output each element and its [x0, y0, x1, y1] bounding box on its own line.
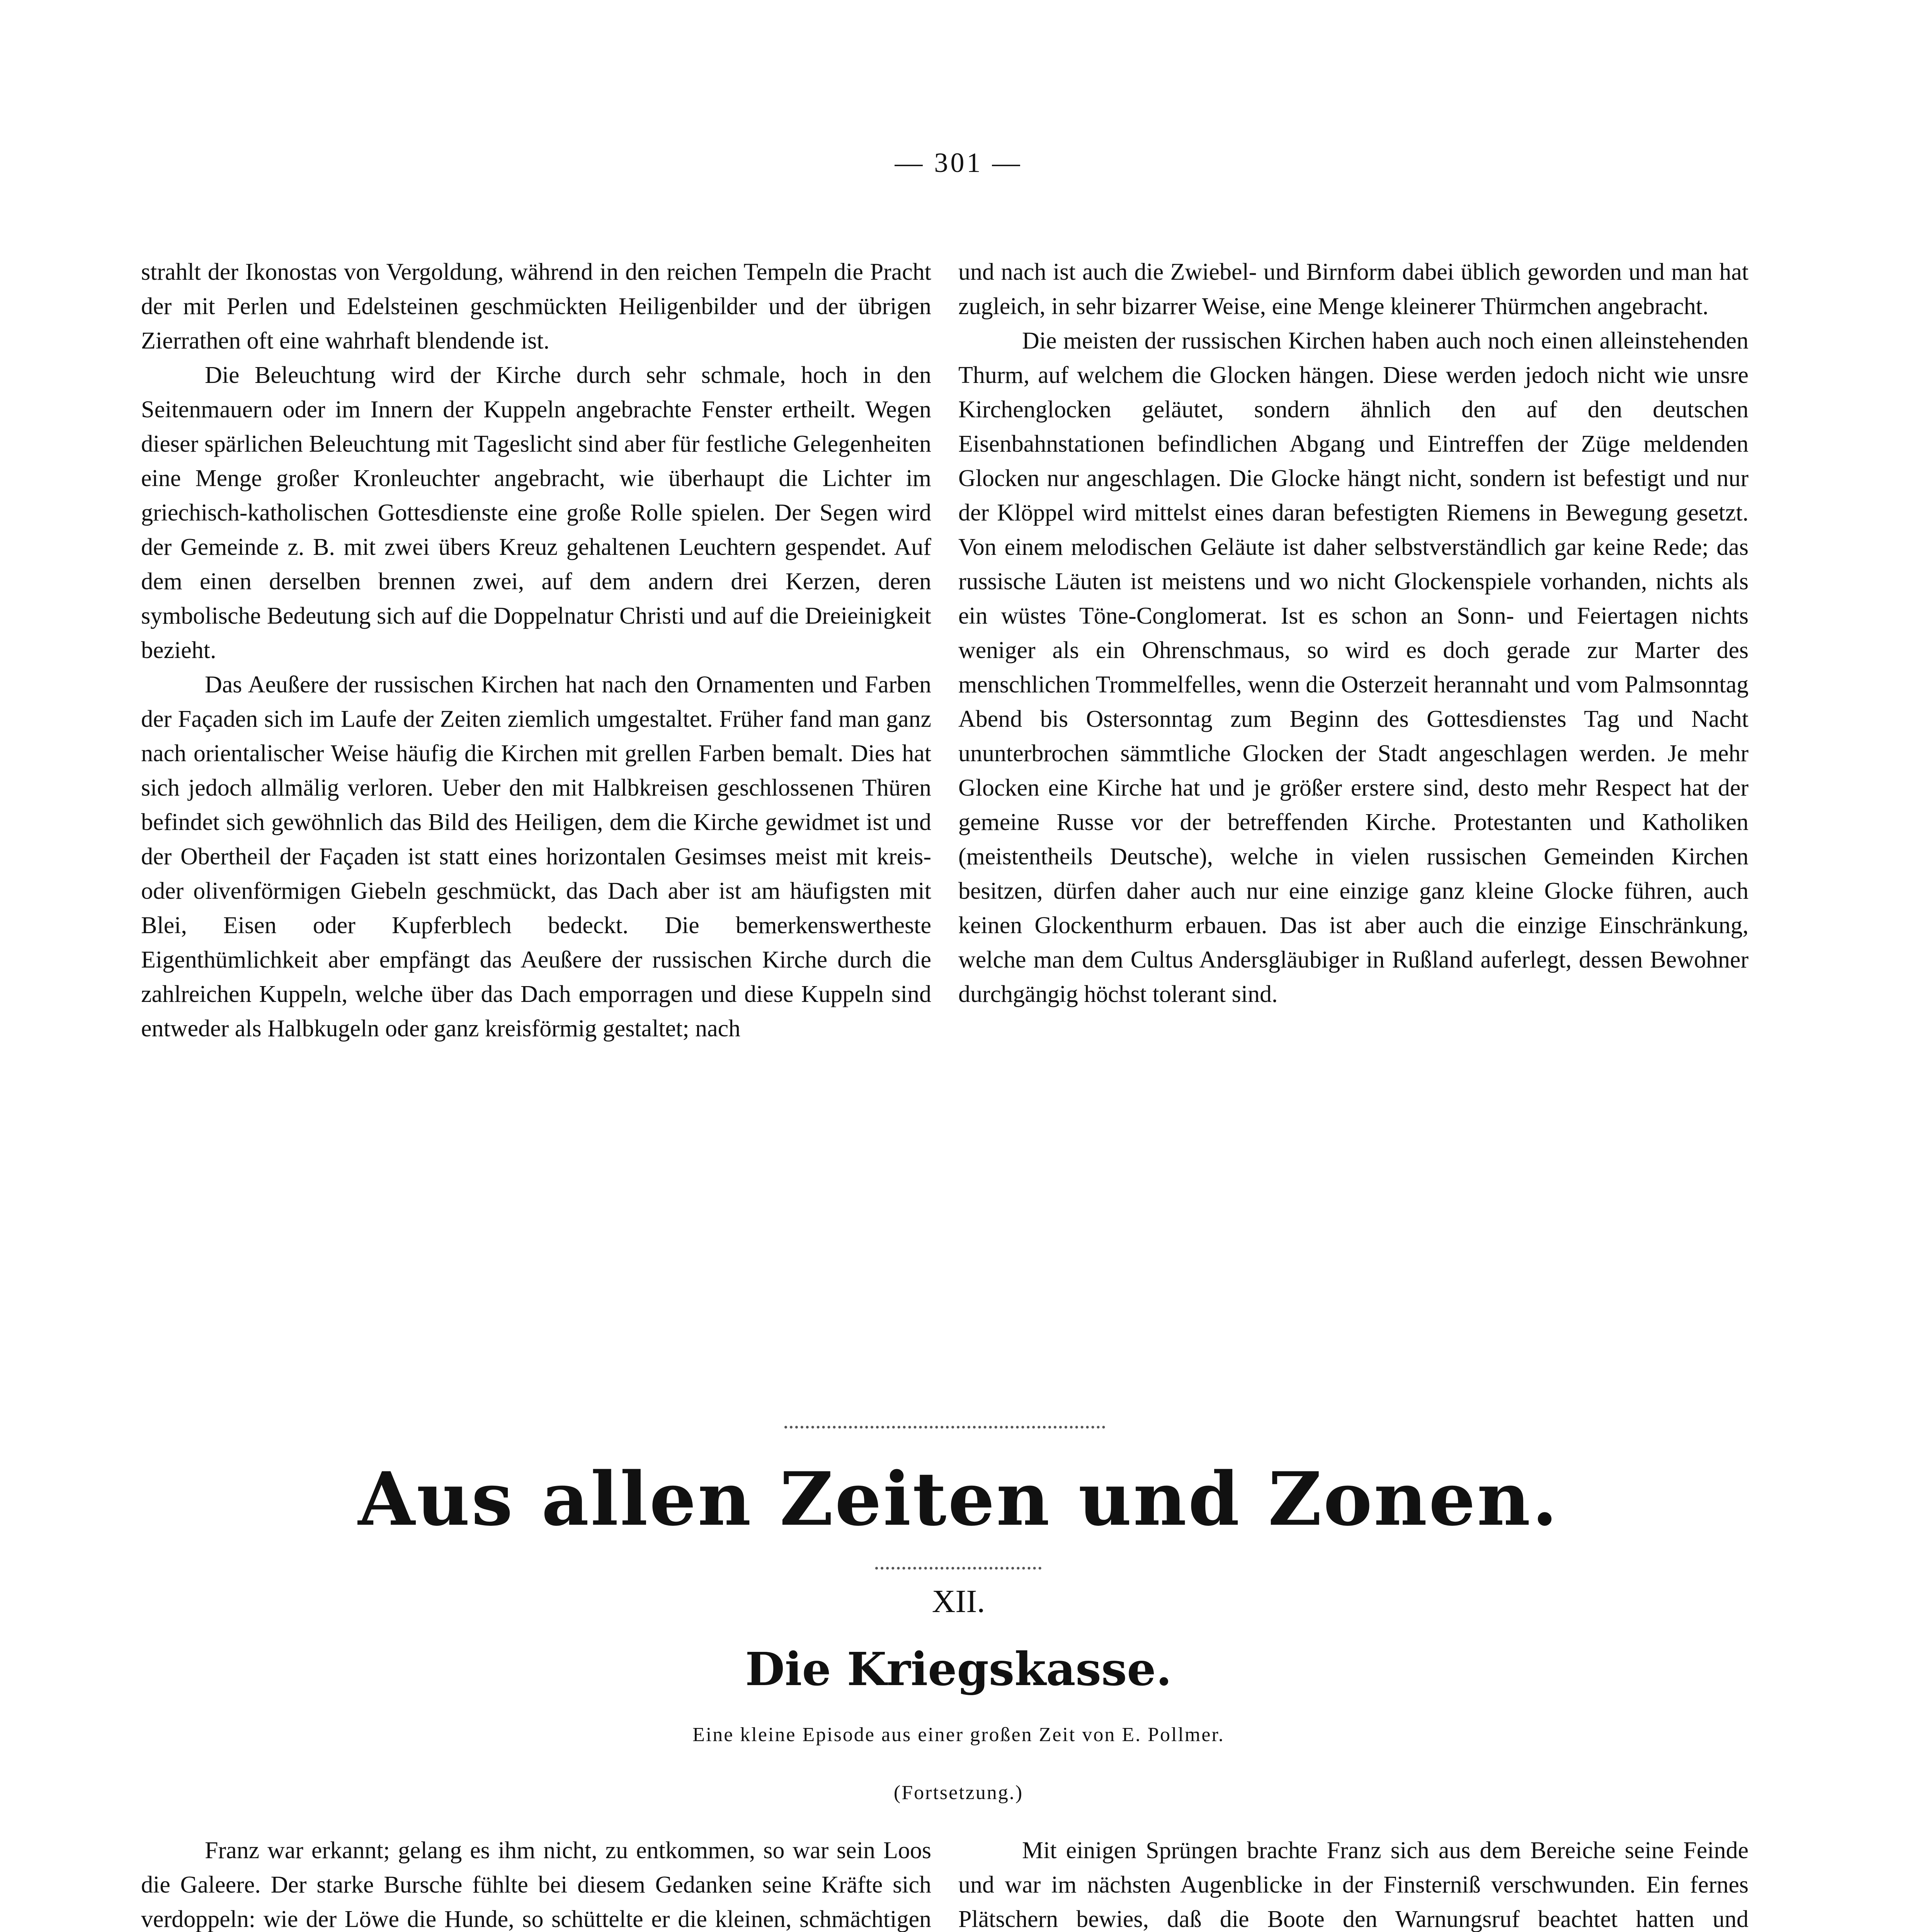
paragraph: und nach ist auch die Zwiebel- und Birnform dabei üblich geworden und man hat zugleich, in sehr bizarrer Weise, eine Menge kleinerer Thürmchen angebracht.: [958, 259, 1749, 320]
bottom-left-column: [141, 1833, 931, 1932]
ornament-divider-middle: [875, 1567, 1041, 1570]
ornament-divider-top: [784, 1426, 1105, 1429]
story-title: Die Kriegskasse.: [745, 1642, 1172, 1696]
top-left-column: [141, 255, 931, 1046]
page-number: — 301 —: [895, 147, 1022, 178]
top-right-column: [958, 255, 1749, 1012]
paragraph: strahlt der Ikonostas von Vergoldung, während in den reichen Tempeln die Pracht der mit Perlen und Edelsteinen geschmückten Heiligenbilder und der übrigen Zierrathen oft eine wahrhaft blendende ist.: [141, 259, 931, 354]
continuation-note: (Fortsetzung.): [893, 1782, 1024, 1804]
paragraph: Das Aeußere der russischen Kirchen hat nach den Ornamenten und Farben der Façaden sich im Laufe der Zeiten ziemlich umgestaltet. Früher fand man ganz nach orientalischer Weise häufig die Kirchen mit grellen Farben bemalt. Dies hat sich jedoch allmälig verloren. Ueber den mit Halbkreisen geschlossenen Thüren befindet sich gewöhnlich das Bild des Heiligen, dem die Kirche gewidmet ist und der Obertheil der Façaden ist statt eines horizontalen Gesimses meist mit kreis- oder olivenförmigen Giebeln geschmückt, das Dach aber ist am häufigsten mit Blei, Eisen oder Kupferblech bedeckt. Die bemerkenswertheste Eigenthümlichkeit aber empfängt das Aeußere der russischen Kirche durch die zahlreichen Kuppeln, welche über das Dach emporragen und diese Kuppeln sind entweder als Halbkugeln oder ganz kreisförmig gestaltet; nach: [141, 672, 931, 1042]
paragraph: Die Beleuchtung wird der Kirche durch sehr schmale, hoch in den Seitenmauern oder im Innern der Kuppeln angebrachte Fenster ertheilt. Wegen dieser spärlichen Beleuchtung mit Tageslicht sind aber für festliche Gelegenheiten eine Menge großer Kronleuchter angebracht, wie überhaupt die Lichter im griechisch-katholischen Gottesdienste eine große Rolle spielen. Der Segen wird der Gemeinde z. B. mit zwei übers Kreuz gehaltenen Leuchtern gespendet. Auf dem einen derselben brennen zwei, auf dem andern drei Kerzen, deren symbolische Bedeutung sich auf die Doppelnatur Christi und auf die Dreieinigkeit bezieht.: [141, 362, 931, 663]
bottom-right-column-upper: [958, 1833, 1749, 1932]
article-numeral: XII.: [932, 1583, 985, 1619]
section-title: Aus allen Zeiten und Zonen.: [358, 1456, 1559, 1542]
paragraph: Mit einigen Sprüngen brachte Franz sich aus dem Bereiche seine Feinde und war im nächsten Augenblicke in der Finsterniß verschwunden. Ein fernes Plätschern bewies, daß die Boote den Warnungsruf beachtet hatten und: [958, 1837, 1749, 1932]
paragraph: Franz war erkannt; gelang es ihm nicht, zu entkommen, so war sein Loos die Galeere. Der starke Bursche fühlte bei diesem Gedanken seine Kräfte sich verdoppeln: wie der Löwe die Hunde, so schüttelte er die kleinen, schmächtigen: [141, 1837, 931, 1932]
story-subtitle: Eine kleine Episode aus einer großen Zeit von E. Pollmer.: [692, 1724, 1225, 1746]
paragraph: Die meisten der russischen Kirchen haben auch noch einen alleinstehenden Thurm, auf welchem die Glocken hängen. Diese werden jedoch nicht wie unsre Kirchenglocken geläutet, sondern ähnlich den auf den deutschen Eisenbahnstationen befindlichen Abgang und Eintreffen der Züge meldenden Glocken nur angeschlagen. Die Glocke hängt nicht, sondern ist befestigt und nur der Klöppel wird mittelst eines daran befestigten Riemens in Bewegung gesetzt. Von einem melodischen Geläute ist daher selbstverständlich gar keine Rede; das russische Läuten ist meistens und wo nicht Glockenspiele vorhanden, nichts als ein wüstes Töne-Conglomerat. Ist es schon an Sonn- und Feiertagen nichts weniger als ein Ohrenschmaus, so wird es doch gerade zur Marter des menschlichen Trommelfelles, wenn die Osterzeit herannaht und vom Palmsonntag Abend bis Ostersonntag zum Beginn des Gottesdienstes Tag und Nacht ununterbrochen sämmtliche Glocken der Stadt angeschlagen werden. Je mehr Glocken eine Kirche hat und je größer erstere sind, desto mehr Respect hat der gemeine Russe vor der betreffenden Kirche. Protestanten und Katholiken (meistentheils Deutsche), welche in vielen russischen Gemeinden Kirchen besitzen, dürfen daher auch nur eine einzige ganz kleine Glocke führen, auch keinen Glockenthurm erbauen. Das ist aber auch die einzige Einschränkung, welche man dem Cultus Andersgläubiger in Rußland auferlegt, dessen Bewohner durchgängig höchst tolerant sind.: [958, 328, 1749, 1007]
